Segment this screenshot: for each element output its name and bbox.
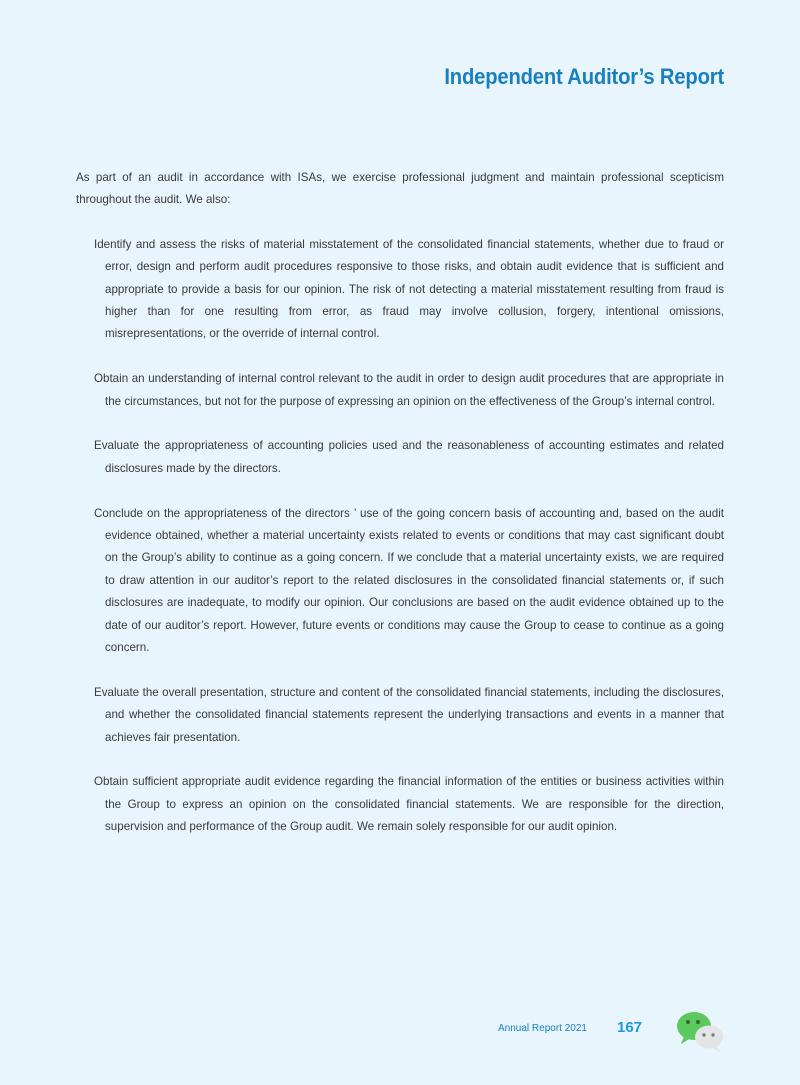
chat-bubbles-logo-icon <box>674 1009 726 1053</box>
list-item: Obtain sufficient appropriate audit evidence regarding the financial information of the entities or business activities within the Group to express an opinion on the consolidated financial statements. We are responsible for the direction, supervision and performance of the Group audit. We remain solely responsible for our audit opinion. <box>94 775 724 834</box>
list-item: Obtain an understanding of internal control relevant to the audit in order to design audit procedures that are appropriate in the circumstances, but not for the purpose of expressing an opinion on the effectiveness of the Group’s internal control. <box>94 372 724 408</box>
list-item: Evaluate the overall presentation, structure and content of the consolidated financial statements, including the disclosures, and whether the consolidated financial statements represent the underlying transactions and events in a manner that achieves fair presentation. <box>94 685 724 744</box>
footer-report-label: Annual Report 2021 <box>498 1023 587 1034</box>
page-number: 167 <box>617 1019 643 1036</box>
report-body <box>76 167 724 861</box>
list-item: Evaluate the appropriateness of accounting policies used and the reasonableness of accounting estimates and related disclosures made by the directors. <box>94 439 724 475</box>
list-item: Conclude on the appropriateness of the directors ’ use of the going concern basis of accounting and, based on the audit evidence obtained, whether a material uncertainty exists related to events or conditions that may cast significant doubt on the Group’s ability to continue as a going concern. If we conclude that a material uncertainty exists, we are required to draw attention in our auditor’s report to the related disclosures in the consolidated financial statements or, if such disclosures are inadequate, to modify our opinion. Our conclusions are based on the audit evidence obtained up to the date of our auditor’s report. However, future events or conditions may cause the Group to cease to continue as a going concern. <box>94 506 724 655</box>
list-item: Identify and assess the risks of material misstatement of the consolidated financial statements, whether due to fraud or error, design and perform audit procedures responsive to those risks, and obtain audit evidence that is sufficient and appropriate to provide a basis for our opinion. The risk of not detecting a material misstatement resulting from fraud is higher than for one resulting from error, as fraud may involve collusion, forgery, intentional omissions, misrepresentations, or the override of internal control. <box>94 237 724 341</box>
page-title: Independent Auditor’s Report <box>444 64 724 89</box>
intro-paragraph: As part of an audit in accordance with ISAs, we exercise professional judgment and maintain professional scepticism throughout the audit. We also: <box>76 171 724 207</box>
